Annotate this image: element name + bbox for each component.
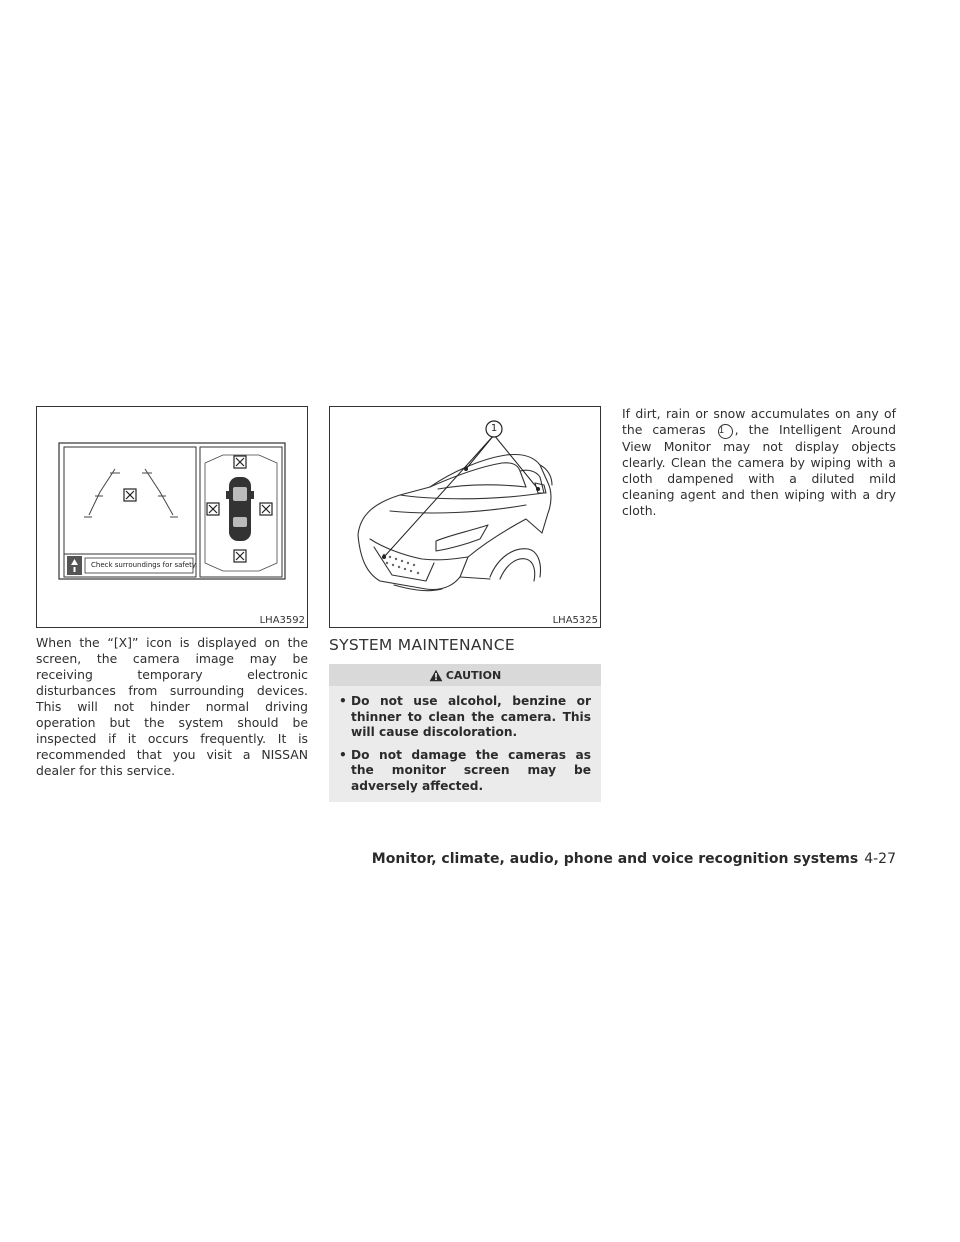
caution-header xyxy=(329,664,601,686)
warning-icon xyxy=(67,556,82,575)
caution-title: CAUTION xyxy=(445,668,502,682)
car-illustration xyxy=(330,407,600,627)
caution-item: • Do not use alcohol, benzine or thinner to clean the camera. This will cause discoloration. xyxy=(339,694,591,739)
paragraph-maintenance xyxy=(622,406,896,519)
camera-error-icon xyxy=(124,489,136,501)
figure-camera-locations xyxy=(329,406,601,628)
monitor-illustration xyxy=(37,407,307,627)
caution-list xyxy=(329,686,601,802)
maintenance-text-start: If dirt, rain or snow accumulates on any of the cameras xyxy=(622,406,896,437)
caution-item: • Do not damage the cameras as the monitor screen may be adversely affected. xyxy=(339,747,591,793)
caution-icon xyxy=(429,669,443,682)
callout-number: 1 xyxy=(490,423,498,434)
caution-box xyxy=(329,664,601,802)
screen-message: Check surroundings for safety. xyxy=(91,561,198,569)
figure-monitor-screen xyxy=(36,406,308,628)
figure-label: LHA3592 xyxy=(259,615,305,626)
car-top-view xyxy=(226,477,254,541)
page-number: 4-27 xyxy=(864,851,896,867)
maintenance-text-end: , the Intelligent Around View Monitor may not display objects clearly. Clean the camera by wiping with a cloth dampened with a diluted mild cleaning agent and then wiping with a dry cloth. xyxy=(622,422,896,518)
section-heading: SYSTEM MAINTENANCE xyxy=(329,636,515,654)
footer-section-title: Monitor, climate, audio, phone and voice recognition systems xyxy=(371,851,859,867)
callout-icon: 1 xyxy=(718,424,733,439)
paragraph-icon-disturbance: When the “[X]” icon is displayed on the screen, the camera image may be receiving temporary electronic disturbances from surrounding devices. This will not hinder normal driving operation but the system should be inspected if it occurs frequently. It is recommended that you visit a NISSAN dealer for this service. xyxy=(36,635,308,778)
figure-label: LHA5325 xyxy=(552,615,598,626)
page-footer xyxy=(300,848,896,867)
